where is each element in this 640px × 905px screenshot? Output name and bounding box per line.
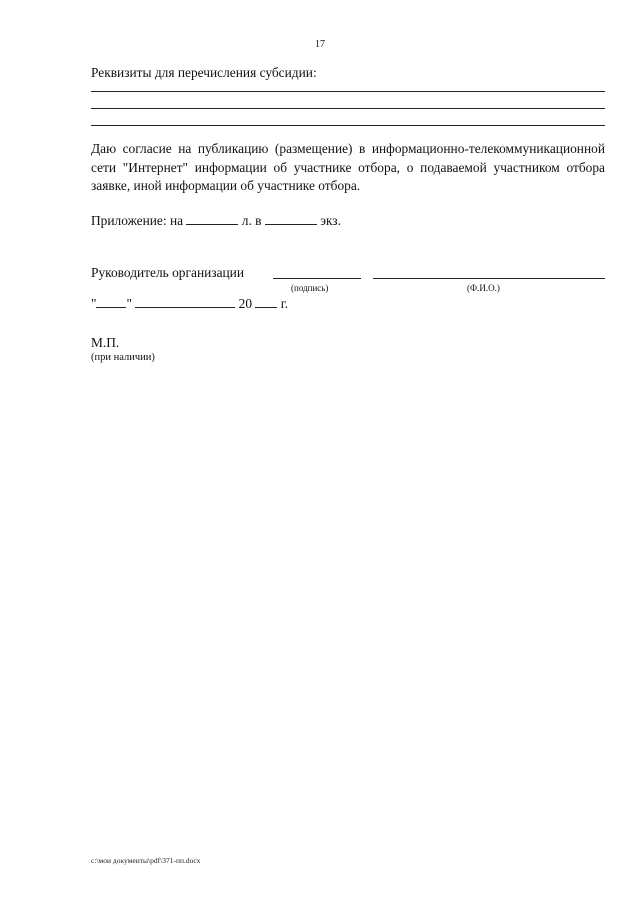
full-name-line bbox=[373, 278, 605, 279]
page-number: 17 bbox=[315, 39, 325, 50]
date-line bbox=[91, 294, 605, 312]
appendix-prefix: Приложение: на bbox=[91, 212, 184, 228]
requisites-blank-line bbox=[91, 125, 605, 126]
signature-row bbox=[91, 264, 605, 293]
stamp-label: М.П. bbox=[91, 334, 120, 350]
head-of-organization-label: Руководитель организации bbox=[91, 264, 245, 280]
requisites-blank-line bbox=[91, 108, 605, 109]
document-body bbox=[91, 64, 605, 364]
consent-paragraph: Даю согласие на публикацию (размещение) в информационно-телекоммуникационной сети "Интернет" информации об участнике отбора, о подаваемой участником отбора заявке, иной информации об участнике отбора. bbox=[91, 141, 605, 193]
footer-file-path: c:\мои документы\pdf\371-пп.docx bbox=[91, 856, 201, 865]
appendix-sheets-blank bbox=[186, 211, 238, 225]
year-blank bbox=[255, 294, 277, 308]
month-blank bbox=[135, 294, 235, 308]
date-close-quote: " bbox=[126, 295, 132, 311]
year-prefix: 20 bbox=[238, 295, 253, 311]
full-name-caption: (Ф.И.О.) bbox=[467, 282, 500, 293]
stamp-note: (при наличии) bbox=[91, 351, 155, 363]
requisites-blank-line bbox=[91, 91, 605, 92]
date-open-quote: " bbox=[91, 295, 97, 311]
appendix-copies-blank bbox=[265, 211, 317, 225]
appendix-middle: л. в bbox=[241, 212, 262, 228]
signature-line bbox=[273, 278, 361, 279]
appendix-suffix: экз. bbox=[320, 212, 341, 228]
day-blank bbox=[96, 294, 126, 308]
year-suffix: г. bbox=[280, 295, 289, 311]
requisites-heading: Реквизиты для перечисления субсидии: bbox=[91, 65, 317, 80]
appendix-line bbox=[91, 211, 605, 230]
signature-caption: (подпись) bbox=[291, 282, 329, 293]
